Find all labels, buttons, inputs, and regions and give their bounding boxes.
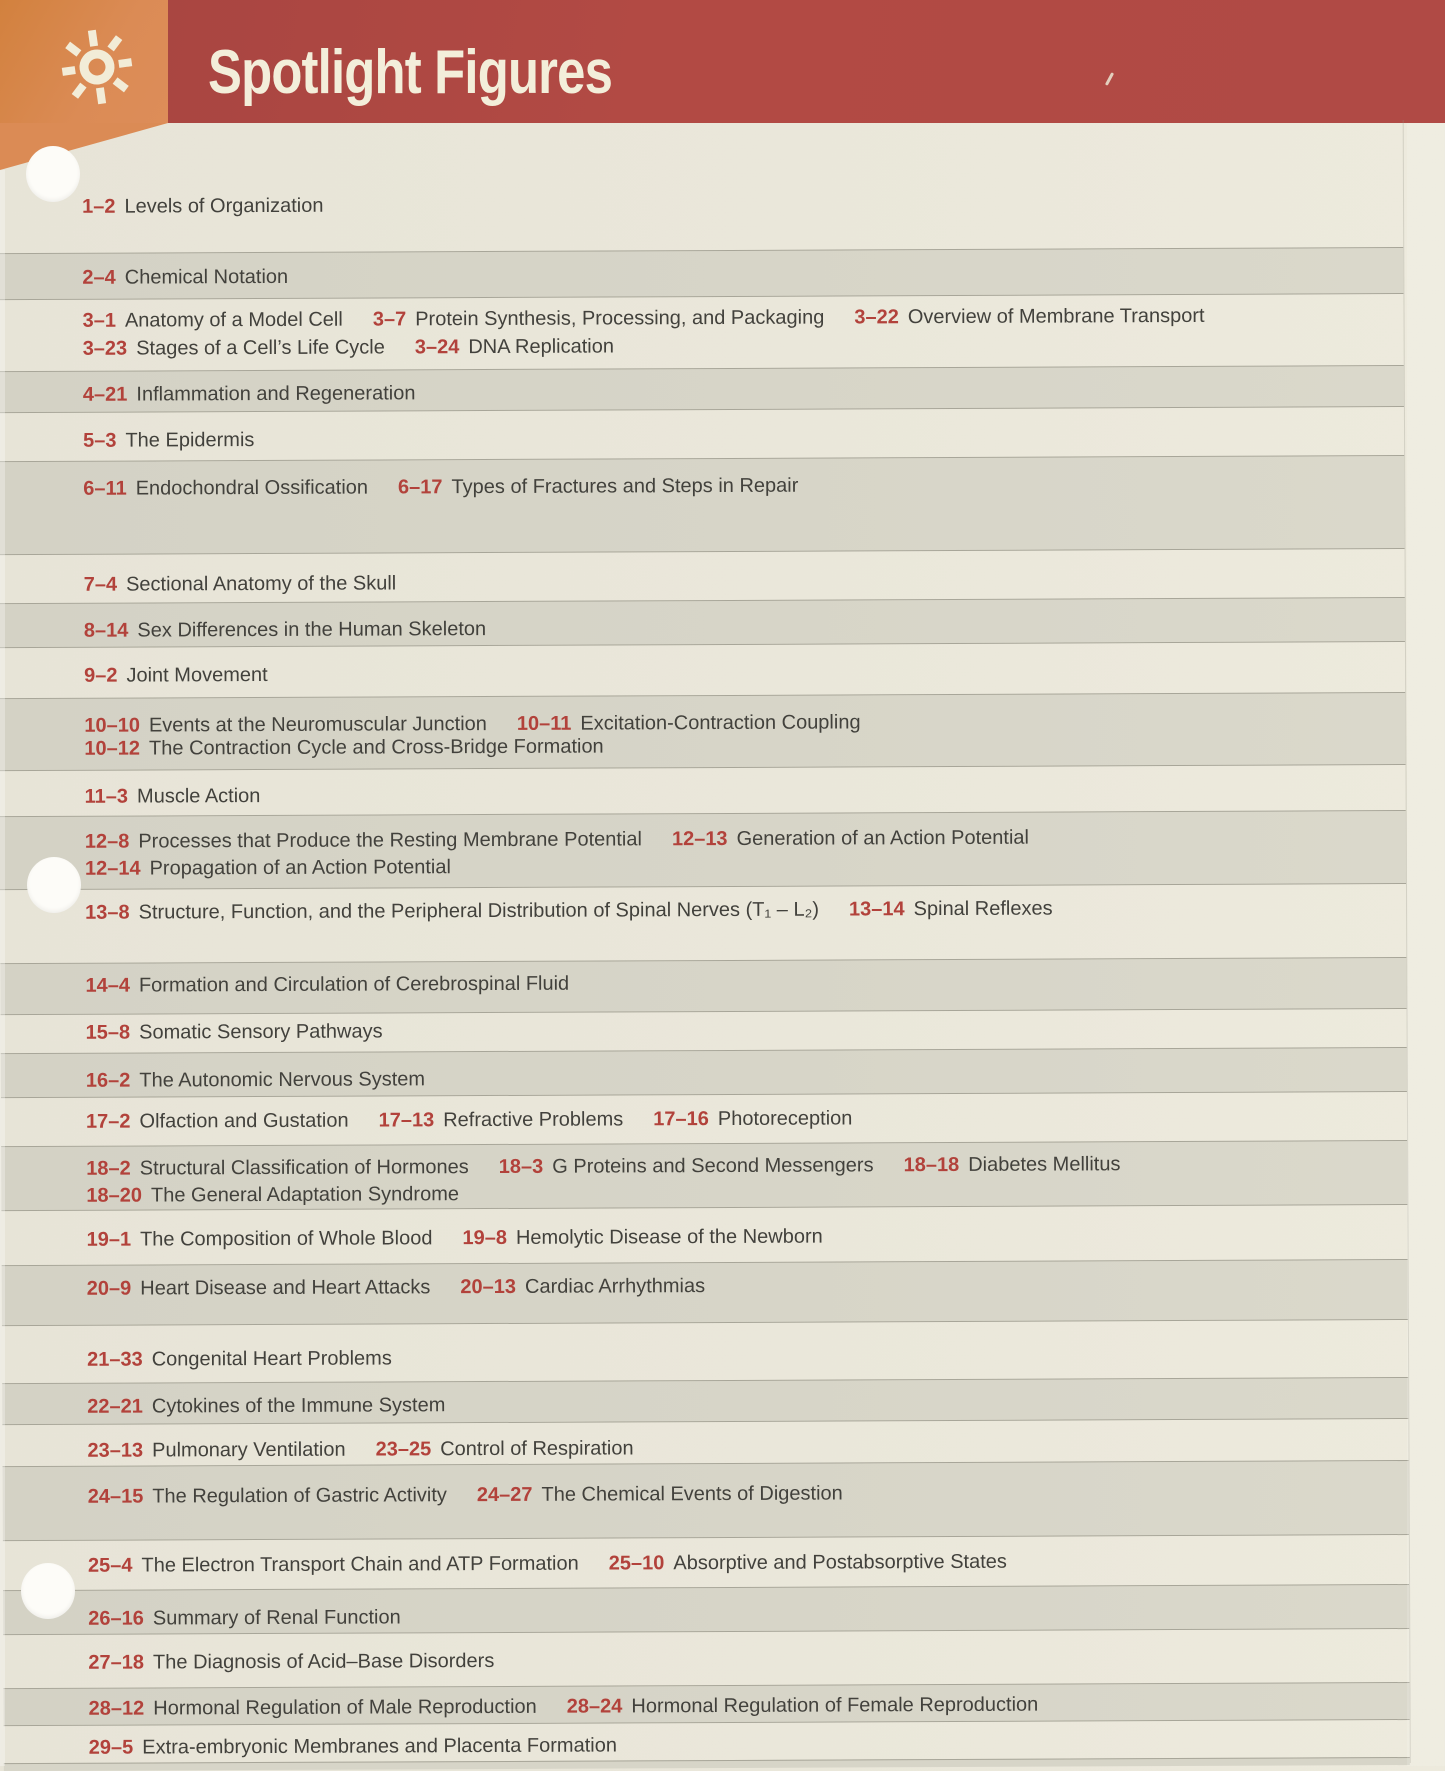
figure-entry	[87, 1439, 345, 1462]
figure-row	[0, 642, 1405, 698]
page-right-margin	[1407, 123, 1445, 1766]
figure-title: Sex Differences in the Human Skeleton	[137, 618, 487, 642]
figure-line	[85, 967, 1366, 999]
figure-title: Photoreception	[717, 1107, 853, 1131]
figure-title: Events at the Neuromuscular Junction	[148, 713, 487, 737]
figure-entry	[86, 1110, 349, 1133]
figure-row	[1, 1140, 1407, 1211]
figure-title: Absorptive and Postabsorptive States	[673, 1550, 1007, 1575]
figure-entry	[84, 664, 268, 687]
figure-entry	[653, 1107, 852, 1130]
figure-title: The Regulation of Gastric Activity	[152, 1484, 447, 1508]
figure-row	[2, 1377, 1408, 1425]
figure-line	[89, 1729, 1370, 1761]
figure-line	[85, 778, 1366, 810]
figure-number: 24–27	[476, 1483, 533, 1507]
figure-entry	[86, 1183, 459, 1207]
figure-row	[3, 1584, 1409, 1635]
figure-entry	[88, 1650, 494, 1674]
figure-row	[2, 1259, 1408, 1326]
figure-entry	[609, 1551, 1007, 1575]
figure-entry	[87, 1347, 392, 1370]
figure-entry	[82, 266, 288, 289]
figure-title: Formation and Circulation of Cerebrospinal Fluid	[138, 972, 570, 997]
figure-line	[86, 1062, 1367, 1094]
figure-line	[86, 1014, 1367, 1046]
figure-row	[1, 1092, 1407, 1146]
figure-line	[85, 894, 1366, 926]
figure-title: G Proteins and Second Messengers	[552, 1154, 874, 1178]
figure-entry	[373, 307, 825, 331]
figure-number: 10–10	[84, 714, 140, 737]
figure-title: Summary of Renal Function	[152, 1606, 401, 1630]
figure-number: 15–8	[85, 1021, 131, 1044]
figure-title: Cardiac Arrhythmias	[524, 1275, 706, 1298]
figure-number: 18–3	[498, 1155, 544, 1178]
figure-title: Heart Disease and Heart Attacks	[140, 1276, 431, 1300]
figure-number: 12–14	[84, 857, 141, 880]
figure-number: 18–2	[86, 1157, 131, 1180]
figure-number: 13–8	[85, 901, 130, 924]
figure-line	[82, 188, 1363, 220]
figure-number: 29–5	[88, 1736, 134, 1759]
figure-entry	[84, 618, 486, 642]
figure-title: Control of Respiration	[440, 1437, 634, 1461]
figure-entry	[85, 899, 819, 924]
figure-number: 16–2	[85, 1069, 131, 1092]
figure-number: 9–2	[84, 664, 118, 687]
figure-entry	[87, 1227, 433, 1251]
figure-number: 17–13	[378, 1109, 435, 1132]
figure-line	[84, 730, 1365, 762]
figure-number: 19–1	[86, 1228, 132, 1251]
figure-row	[0, 247, 1403, 300]
figure-line	[82, 302, 1363, 334]
figure-row	[1, 1205, 1407, 1265]
figure-number: 18–18	[903, 1153, 960, 1177]
figure-title: The Autonomic Nervous System	[139, 1068, 426, 1092]
figure-row	[0, 455, 1405, 555]
figure-title: The Electron Transport Chain and ATP Formation	[141, 1552, 579, 1577]
figure-entry	[86, 1020, 383, 1043]
figure-title: The Composition of Whole Blood	[140, 1227, 433, 1251]
figure-title: Congenital Heart Problems	[151, 1347, 392, 1371]
figure-line	[84, 657, 1365, 689]
figure-line	[86, 1103, 1367, 1135]
figure-number: 7–4	[83, 573, 118, 596]
figure-number: 6–17	[397, 476, 443, 499]
figure-entry	[82, 309, 342, 332]
figure-title: Anatomy of a Model Cell	[124, 308, 343, 332]
figure-entry	[375, 1437, 633, 1460]
figure-number: 28–24	[566, 1695, 623, 1718]
page-left-edge	[0, 170, 5, 1766]
figure-title: The Epidermis	[125, 429, 255, 452]
figure-title: Stages of a Cell’s Life Cycle	[136, 336, 385, 360]
figure-number: 17–16	[653, 1108, 709, 1131]
figure-title: Types of Fractures and Steps in Repair	[451, 474, 799, 499]
figure-entry	[379, 1108, 624, 1131]
figure-number: 17–2	[85, 1110, 131, 1133]
figure-row	[0, 884, 1406, 963]
figure-number: 20–9	[86, 1277, 132, 1300]
figure-line	[83, 422, 1364, 454]
figure-number: 10–12	[84, 737, 141, 760]
figure-title: Levels of Organization	[124, 194, 324, 218]
figure-title: Somatic Sensory Pathways	[139, 1020, 383, 1044]
figure-title: Propagation of an Action Potential	[149, 856, 451, 880]
figure-line	[88, 1478, 1369, 1510]
figure-title: Structure, Function, and the Peripheral Distribution of Spinal Nerves (T₁ – L₂)	[138, 898, 820, 924]
figure-line	[85, 850, 1366, 882]
figure-number: 25–10	[608, 1552, 665, 1575]
figure-entry	[567, 1694, 1039, 1718]
figure-line	[82, 259, 1363, 291]
figure-number: 14–4	[85, 974, 130, 997]
figure-row	[2, 1419, 1408, 1466]
figure-entry	[477, 1482, 843, 1506]
figure-line	[84, 612, 1365, 644]
figure-row	[4, 1682, 1410, 1726]
figure-row	[2, 1320, 1408, 1383]
figure-entry	[462, 1226, 822, 1250]
figure-number: 25–4	[87, 1554, 133, 1577]
figure-title: Hormonal Regulation of Male Reproduction	[153, 1695, 537, 1720]
figure-row	[0, 692, 1405, 771]
figure-entry	[460, 1275, 705, 1298]
figure-entry	[85, 973, 569, 997]
figure-number: 6–11	[83, 477, 127, 500]
figure-entry	[89, 1696, 537, 1720]
figure-number: 8–14	[83, 619, 129, 642]
figure-number: 18–20	[86, 1184, 143, 1207]
figure-title: Diabetes Mellitus	[968, 1153, 1121, 1176]
figure-number: 4–21	[82, 383, 128, 406]
figure-title: Spinal Reflexes	[913, 897, 1053, 921]
figure-title: Processes that Produce the Resting Membrane Potential	[138, 828, 642, 853]
figure-entry	[82, 195, 323, 218]
figure-title: Hormonal Regulation of Female Reproduction	[631, 1693, 1039, 1718]
figure-title: Endochondral Ossification	[135, 476, 369, 500]
figure-entry	[89, 1734, 617, 1758]
figure-row	[0, 549, 1405, 603]
figure-entry	[86, 1068, 425, 1091]
figure-number: 22–21	[87, 1395, 143, 1418]
figure-row	[1, 1009, 1407, 1053]
figure-entry	[87, 1276, 431, 1299]
figure-entry	[854, 305, 1204, 329]
figure-number: 28–12	[88, 1697, 145, 1720]
figure-line	[88, 1600, 1369, 1632]
figure-title: Joint Movement	[126, 663, 268, 687]
figure-line	[88, 1547, 1369, 1579]
figure-number: 23–25	[375, 1438, 432, 1461]
figure-row	[1, 1047, 1407, 1098]
figure-entry	[84, 713, 487, 737]
figure-number: 23–13	[87, 1439, 144, 1462]
figure-entry	[83, 477, 368, 500]
figure-row	[3, 1535, 1409, 1590]
figure-row	[0, 957, 1406, 1015]
figure-line	[86, 1177, 1367, 1209]
figure-entry	[87, 1394, 445, 1418]
figure-title: Inflammation and Regeneration	[136, 382, 416, 406]
figure-line	[86, 1221, 1367, 1253]
figure-entry	[849, 898, 1053, 921]
figure-title: Excitation-Contraction Coupling	[580, 711, 861, 735]
figure-number: 24–15	[87, 1485, 144, 1508]
figure-entry	[84, 736, 603, 760]
figure-row	[0, 365, 1404, 413]
figure-title: Structural Classification of Hormones	[139, 1156, 469, 1180]
figure-title: Sectional Anatomy of the Skull	[126, 572, 397, 596]
figure-entry	[85, 856, 451, 880]
figure-number: 27–18	[88, 1651, 145, 1674]
figure-title: Extra-embryonic Membranes and Placenta Formation	[142, 1734, 617, 1759]
figure-number: 11–3	[84, 785, 129, 808]
figure-entry	[398, 475, 798, 499]
figure-row	[0, 597, 1405, 648]
figure-title: The General Adaptation Syndrome	[150, 1183, 459, 1207]
figure-line	[87, 1388, 1368, 1420]
figure-entry	[83, 382, 416, 405]
figure-number: 21–33	[87, 1348, 143, 1371]
figure-entry	[88, 1484, 447, 1508]
figure-number: 3–1	[82, 309, 116, 332]
punch-hole	[21, 1563, 75, 1619]
figure-number: 1–2	[81, 195, 116, 218]
figure-title: The Diagnosis of Acid–Base Disorders	[152, 1650, 495, 1674]
figure-entry	[517, 711, 861, 734]
figure-entry	[83, 336, 385, 359]
figure-row	[0, 810, 1406, 890]
figure-title: Hemolytic Disease of the Newborn	[515, 1225, 823, 1249]
figure-number: 12–8	[84, 830, 130, 853]
figure-row	[3, 1629, 1409, 1688]
figure-number: 2–4	[82, 266, 116, 289]
figure-row	[0, 294, 1404, 371]
figure-title: Generation of an Action Potential	[736, 826, 1030, 850]
figure-line	[83, 330, 1364, 362]
figure-line	[88, 1644, 1369, 1676]
figure-row	[3, 1460, 1409, 1541]
figure-title: Muscle Action	[136, 785, 261, 808]
figure-number: 10–11	[516, 712, 572, 735]
figure-title: Olfaction and Gustation	[139, 1109, 349, 1133]
figure-number: 26–16	[88, 1607, 144, 1630]
figure-line	[87, 1432, 1368, 1464]
figure-entry	[88, 1606, 401, 1629]
figure-number: 3–7	[372, 308, 407, 331]
figure-entry	[85, 785, 261, 808]
figure-title: The Chemical Events of Digestion	[541, 1482, 843, 1506]
figure-line	[83, 470, 1364, 502]
punch-hole	[26, 146, 80, 202]
figure-number: 3–24	[414, 336, 460, 359]
figure-number: 12–13	[671, 827, 728, 851]
figure-number: 20–13	[460, 1275, 517, 1299]
figure-entry	[903, 1153, 1120, 1176]
figure-row	[0, 765, 1406, 816]
figure-number: 19–8	[462, 1226, 507, 1250]
figure-title: Chemical Notation	[124, 265, 289, 289]
figure-line	[84, 566, 1365, 598]
page-title: Spotlight Figures	[208, 38, 613, 107]
figure-line	[87, 1341, 1368, 1373]
figure-entry	[88, 1553, 579, 1577]
figure-line	[89, 1690, 1370, 1722]
figure-line	[87, 1270, 1368, 1302]
figure-title: Refractive Problems	[443, 1108, 624, 1132]
figure-title: Pulmonary Ventilation	[152, 1438, 346, 1462]
figure-number: 3–22	[854, 306, 899, 329]
figure-line	[83, 376, 1364, 408]
figure-entry	[672, 827, 1029, 851]
figure-entry	[84, 572, 397, 595]
figure-title: Protein Synthesis, Processing, and Packaging	[415, 306, 825, 331]
figure-title: DNA Replication	[468, 335, 614, 359]
figure-title: The Contraction Cycle and Cross-Bridge Formation	[148, 735, 604, 760]
figure-number: 13–14	[848, 898, 905, 921]
figure-title: Overview of Membrane Transport	[907, 304, 1205, 329]
figure-row	[0, 157, 1403, 253]
figure-title: Cytokines of the Immune System	[151, 1394, 446, 1418]
punch-hole	[27, 857, 81, 913]
figure-number: 3–23	[82, 337, 128, 360]
figure-number: 5–3	[83, 429, 117, 452]
figure-entry	[86, 1156, 469, 1180]
figure-row	[0, 407, 1404, 461]
figure-entry	[415, 335, 614, 358]
figure-entry	[85, 828, 642, 852]
figure-entry	[83, 429, 254, 452]
figure-entry	[499, 1154, 874, 1178]
